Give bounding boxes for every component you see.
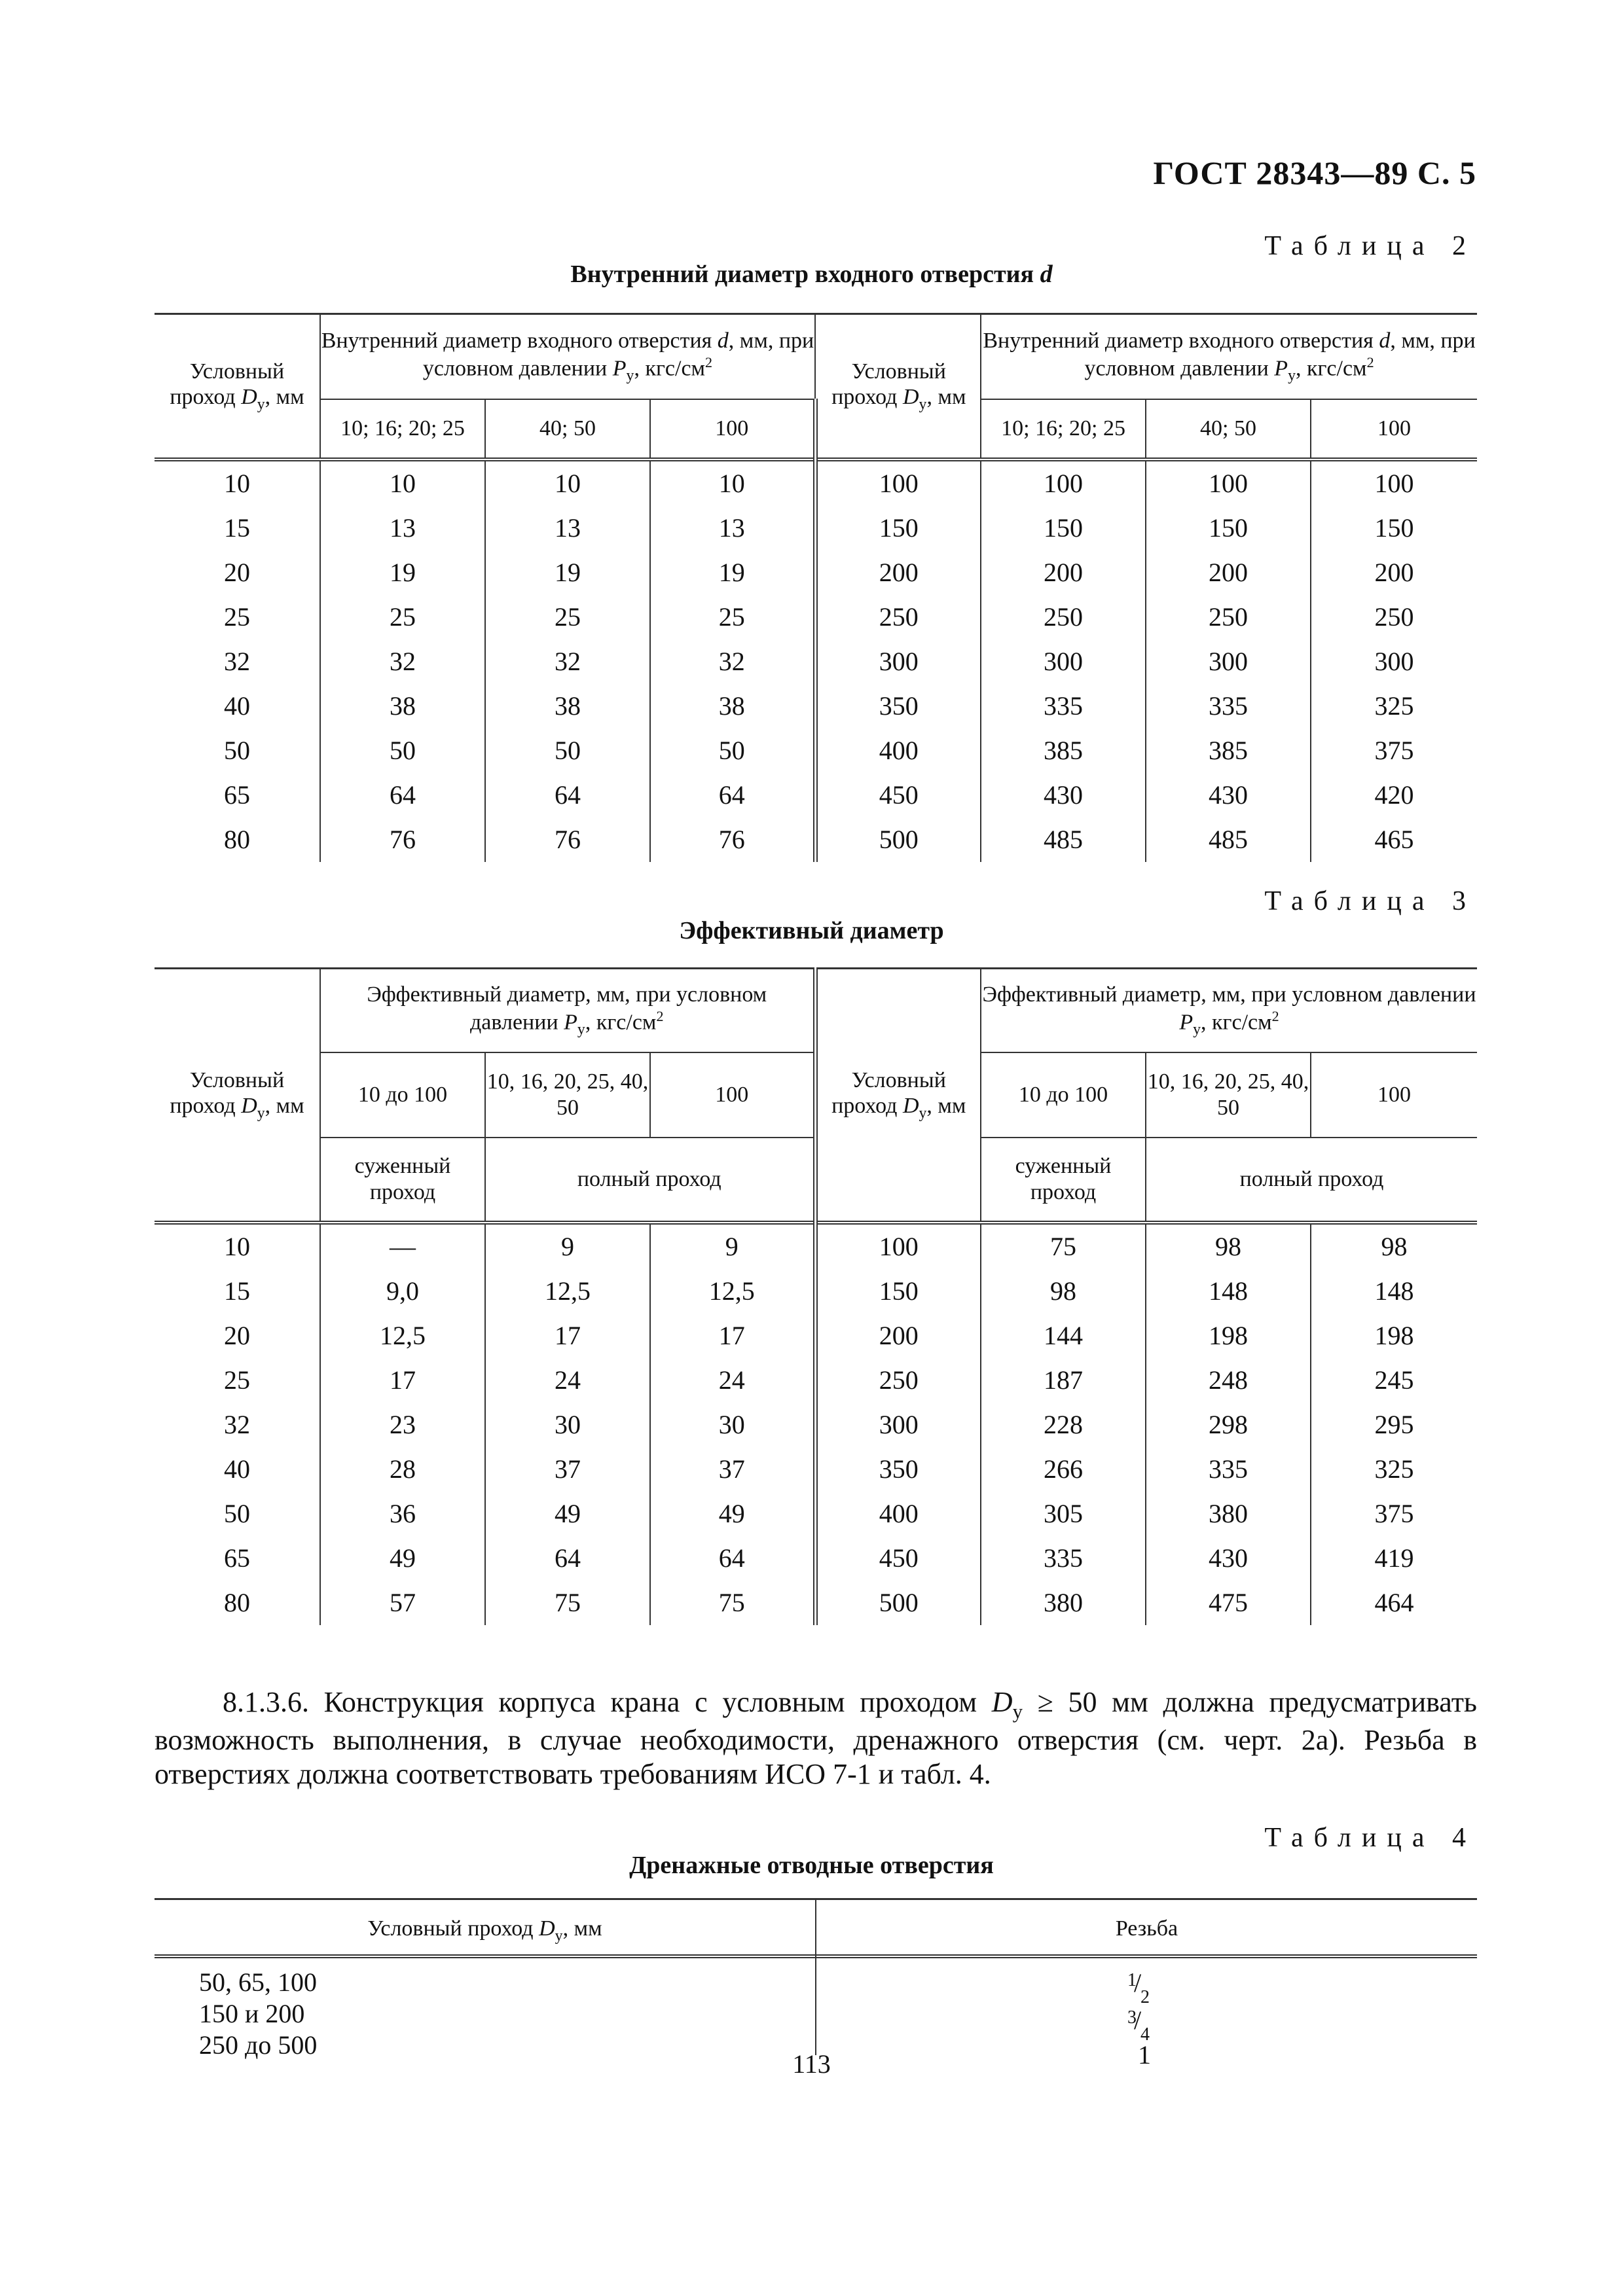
table2-cell: 100: [1146, 459, 1311, 506]
table2-cell: 150: [815, 506, 981, 550]
table2-cell: 64: [320, 773, 485, 817]
table2-cell: 430: [981, 773, 1146, 817]
table4-dy-1: 150 и 200: [199, 1999, 305, 2028]
table3-cell: 75: [485, 1581, 650, 1625]
table3-cell: 300: [815, 1403, 981, 1447]
table2-header-group-right: Внутренний диаметр входного отверстия d, мм, при условном давлении $P_y$, кгс/$см^2$: [981, 314, 1477, 399]
document-header: ГОСТ 28343—89 С. 5: [1153, 154, 1476, 191]
table4-dy-list: [199, 1967, 317, 2061]
table3-cell: 80: [155, 1581, 320, 1625]
table2-cell: 150: [981, 506, 1146, 550]
table4-dy-0: 50, 65, 100: [199, 1967, 317, 1997]
table3-cell: 100: [815, 1223, 981, 1269]
table2-cell: 335: [1146, 684, 1311, 728]
table3-sub-0: 10 до 100: [320, 1052, 485, 1138]
table2: [155, 313, 1477, 862]
table4-dy-2: 250 до 500: [199, 2030, 318, 2060]
table3-cell: 98: [1311, 1223, 1477, 1269]
table3-full-pass: полный проход: [485, 1138, 815, 1223]
table3-cell: 198: [1311, 1314, 1477, 1358]
table2-header-group-left: Внутренний диаметр входного отверстия d, мм, при условном давлении $P_y$, кгс/$см^2$: [320, 314, 815, 399]
table2-cell: 150: [1146, 506, 1311, 550]
table3-cell: 98: [1146, 1223, 1311, 1269]
table2-cell: 10: [650, 459, 815, 506]
table2-cell: 65: [155, 773, 320, 817]
table3-cell: 40: [155, 1447, 320, 1492]
table2-sub-1: 40; 50: [485, 399, 650, 459]
table3-cell: 375: [1311, 1492, 1477, 1536]
table3-cell: 17: [485, 1314, 650, 1358]
table3-sub-1: 10, 16, 20, 25, 40, 50: [1146, 1052, 1311, 1138]
table3-cell: 98: [981, 1269, 1146, 1314]
table3-cell: 266: [981, 1447, 1146, 1492]
table3-cell: 49: [650, 1492, 815, 1536]
table2-cell: 150: [1311, 506, 1477, 550]
table2-cell: 300: [1311, 639, 1477, 684]
table3-header-dy-right: Условный проход $D_y$, мм: [815, 969, 981, 1223]
table3-sub-2: 100: [1311, 1052, 1477, 1138]
table3-cell: 25: [155, 1358, 320, 1403]
table3: [155, 967, 1477, 1625]
table3-cell: 23: [320, 1403, 485, 1447]
table2-sub-0: 10; 16; 20; 25: [320, 399, 485, 459]
table3-cell: 28: [320, 1447, 485, 1492]
table3-cell: 335: [981, 1536, 1146, 1581]
table3-cell: 15: [155, 1269, 320, 1314]
table3-cell: 144: [981, 1314, 1146, 1358]
table2-cell: 10: [485, 459, 650, 506]
table3-row: [155, 1314, 1477, 1358]
table2-cell: 76: [485, 817, 650, 862]
table2-label: Таблица 2: [1264, 231, 1476, 261]
table3-title: Эффективный диаметр: [679, 917, 944, 944]
table4-header-rule: [155, 1954, 1477, 1958]
table2-row: [155, 550, 1477, 595]
table2-cell: 385: [1146, 728, 1311, 773]
table4-title: Дренажные отводные отверстия: [629, 1852, 994, 1879]
table3-cell: 464: [1311, 1581, 1477, 1625]
table3-cell: 148: [1311, 1269, 1477, 1314]
table2-cell: 385: [981, 728, 1146, 773]
table2-cell: 200: [1311, 550, 1477, 595]
table2-cell: 32: [485, 639, 650, 684]
table3-cell: 380: [1146, 1492, 1311, 1536]
table3-cell: 64: [650, 1536, 815, 1581]
table3-cell: 380: [981, 1581, 1146, 1625]
table2-title: Внутренний диаметр входного отверстия d: [570, 260, 1053, 288]
table3-cell: 65: [155, 1536, 320, 1581]
table2-cell: 485: [1146, 817, 1311, 862]
thread-half: 1 / 2: [1127, 1968, 1150, 2007]
table3-cell: 24: [485, 1358, 650, 1403]
table3-cell: 24: [650, 1358, 815, 1403]
paragraph-text: 8.1.3.6. Конструкция корпуса крана с условным проходом $D_y \ge 50$ мм должна предусматривать возможность выполнения, в случае необходимости, дренажного отверстия (см. черт. 2а). Резьба в отверстиях должна соответствовать требованиям ИСО 7-1 и табл. 4.: [155, 1686, 1477, 1791]
table2-cell: 335: [981, 684, 1146, 728]
table3-full-pass: полный проход: [1146, 1138, 1477, 1223]
table3-cell: 400: [815, 1492, 981, 1536]
table2-cell: 76: [320, 817, 485, 862]
table2-row: [155, 506, 1477, 550]
table3-sub-0: 10 до 100: [981, 1052, 1146, 1138]
table2-row: [155, 639, 1477, 684]
table2-cell: 32: [320, 639, 485, 684]
table2-cell: 38: [650, 684, 815, 728]
table4-header-dy: Условный проход $D_y$, мм: [367, 1916, 602, 1945]
table3-cell: 17: [650, 1314, 815, 1358]
table2-cell: 250: [1146, 595, 1311, 639]
table2-cell: 325: [1311, 684, 1477, 728]
table2-cell: 40: [155, 684, 320, 728]
table2-cell: 80: [155, 817, 320, 862]
table2-header-dy-left: Условный проход $D_y$, мм: [155, 314, 320, 459]
table3-header-dy-left: Условный проход $D_y$, мм: [155, 969, 320, 1223]
table3-header-group-right: Эффективный диаметр, мм, при условном давлении $P_y$, кгс/$см^2$: [981, 969, 1477, 1052]
table3-cell: 450: [815, 1536, 981, 1581]
table2-cell: 25: [485, 595, 650, 639]
table2-cell: 250: [981, 595, 1146, 639]
table2-cell: 64: [650, 773, 815, 817]
table3-cell: 245: [1311, 1358, 1477, 1403]
table3-cell: 9: [650, 1223, 815, 1269]
table2-cell: 465: [1311, 817, 1477, 862]
table2-cell: 100: [1311, 459, 1477, 506]
table3-narrow-pass: суженный проход: [320, 1138, 485, 1223]
table3-narrow-pass: суженный проход: [981, 1138, 1146, 1223]
table2-cell: 250: [1311, 595, 1477, 639]
table3-cell: 37: [650, 1447, 815, 1492]
table3-row: [155, 1492, 1477, 1536]
table2-cell: 13: [650, 506, 815, 550]
table3-cell: 12,5: [650, 1269, 815, 1314]
table3-cell: 298: [1146, 1403, 1311, 1447]
table3-cell: 305: [981, 1492, 1146, 1536]
table2-cell: 50: [485, 728, 650, 773]
table3-row: [155, 1447, 1477, 1492]
table2-cell: 19: [650, 550, 815, 595]
table2-cell: 200: [1146, 550, 1311, 595]
table3-cell: 10: [155, 1223, 320, 1269]
table2-cell: 375: [1311, 728, 1477, 773]
table3-cell: 12,5: [485, 1269, 650, 1314]
table3-sub-1: 10, 16, 20, 25, 40, 50: [485, 1052, 650, 1138]
table2-cell: 50: [650, 728, 815, 773]
table3-cell: 17: [320, 1358, 485, 1403]
table3-cell: 9: [485, 1223, 650, 1269]
table2-cell: 20: [155, 550, 320, 595]
table2-cell: 13: [320, 506, 485, 550]
table2-row: [155, 817, 1477, 862]
table2-sub-2: 100: [650, 399, 815, 459]
table3-cell: 198: [1146, 1314, 1311, 1358]
table2-cell: 32: [650, 639, 815, 684]
table2-cell: 13: [485, 506, 650, 550]
table3-cell: 500: [815, 1581, 981, 1625]
table3-sub-2: 100: [650, 1052, 815, 1138]
thread-three-quarter: 3 / 4: [1127, 2005, 1150, 2045]
table2-cell: 485: [981, 817, 1146, 862]
table3-cell: 75: [650, 1581, 815, 1625]
table3-cell: 49: [320, 1536, 485, 1581]
table3-cell: 325: [1311, 1447, 1477, 1492]
table3-cell: 335: [1146, 1447, 1311, 1492]
table2-cell: 25: [155, 595, 320, 639]
table2-row: [155, 684, 1477, 728]
table3-cell: 430: [1146, 1536, 1311, 1581]
table3-row: [155, 1403, 1477, 1447]
table3-cell: 57: [320, 1581, 485, 1625]
table2-cell: 19: [320, 550, 485, 595]
table2-row: [155, 773, 1477, 817]
table4-header-thread: Резьба: [1115, 1916, 1178, 1941]
table3-cell: 30: [485, 1403, 650, 1447]
table2-cell: 10: [155, 459, 320, 506]
table2-cell: 25: [320, 595, 485, 639]
table2-sub-0: 10; 16; 20; 25: [981, 399, 1146, 459]
table3-cell: —: [320, 1223, 485, 1269]
table3-label: Таблица 3: [1264, 886, 1476, 916]
table3-cell: 150: [815, 1269, 981, 1314]
table2-cell: 100: [815, 459, 981, 506]
table2-sub-1: 40; 50: [1146, 399, 1311, 459]
table2-cell: 300: [981, 639, 1146, 684]
table3-cell: 295: [1311, 1403, 1477, 1447]
table2-row: [155, 728, 1477, 773]
table2-cell: 19: [485, 550, 650, 595]
table3-cell: 37: [485, 1447, 650, 1492]
table3-row: [155, 1269, 1477, 1314]
table2-header-dy-right: Условный проход $D_y$, мм: [815, 314, 981, 459]
table2-cell: 50: [320, 728, 485, 773]
table2-cell: 350: [815, 684, 981, 728]
table3-cell: 20: [155, 1314, 320, 1358]
table2-cell: 300: [1146, 639, 1311, 684]
table2-row: [155, 595, 1477, 639]
table3-cell: 12,5: [320, 1314, 485, 1358]
table2-cell: 76: [650, 817, 815, 862]
table2-cell: 10: [320, 459, 485, 506]
table3-header-group-left: Эффективный диаметр, мм, при условном давлении $P_y$, кгс/$см^2$: [320, 969, 815, 1052]
table2-cell: 100: [981, 459, 1146, 506]
table3-cell: 75: [981, 1223, 1146, 1269]
table2-cell: 64: [485, 773, 650, 817]
table2-cell: 200: [981, 550, 1146, 595]
table2-cell: 50: [155, 728, 320, 773]
table2-cell: 200: [815, 550, 981, 595]
table3-cell: 36: [320, 1492, 485, 1536]
table3-cell: 228: [981, 1403, 1146, 1447]
table2-cell: 300: [815, 639, 981, 684]
table2-cell: 400: [815, 728, 981, 773]
table3-row: [155, 1223, 1477, 1269]
table2-cell: 500: [815, 817, 981, 862]
table3-cell: 475: [1146, 1581, 1311, 1625]
table2-cell: 38: [320, 684, 485, 728]
table4-label: Таблица 4: [1264, 1823, 1476, 1853]
table3-cell: 49: [485, 1492, 650, 1536]
table3-cell: 419: [1311, 1536, 1477, 1581]
table3-row: [155, 1581, 1477, 1625]
paragraph-8-1-3-6: [155, 1685, 1477, 1791]
table2-cell: 420: [1311, 773, 1477, 817]
table2-cell: 25: [650, 595, 815, 639]
table3-cell: 148: [1146, 1269, 1311, 1314]
table3-row: [155, 1536, 1477, 1581]
table2-cell: 38: [485, 684, 650, 728]
table3-cell: 350: [815, 1447, 981, 1492]
thread-one: 1: [1138, 2040, 1151, 2070]
table3-cell: 64: [485, 1536, 650, 1581]
table3-cell: 250: [815, 1358, 981, 1403]
table3-cell: 9,0: [320, 1269, 485, 1314]
table3-cell: 30: [650, 1403, 815, 1447]
page-number: 113: [792, 2049, 831, 2079]
table3-cell: 200: [815, 1314, 981, 1358]
table3-cell: 32: [155, 1403, 320, 1447]
table2-cell: 430: [1146, 773, 1311, 817]
table2-cell: 250: [815, 595, 981, 639]
table3-row: [155, 1358, 1477, 1403]
table2-cell: 15: [155, 506, 320, 550]
table2-sub-2: 100: [1311, 399, 1477, 459]
table3-cell: 248: [1146, 1358, 1311, 1403]
table3-cell: 50: [155, 1492, 320, 1536]
table2-cell: 450: [815, 773, 981, 817]
table2-row: [155, 459, 1477, 506]
table3-cell: 187: [981, 1358, 1146, 1403]
table2-cell: 32: [155, 639, 320, 684]
